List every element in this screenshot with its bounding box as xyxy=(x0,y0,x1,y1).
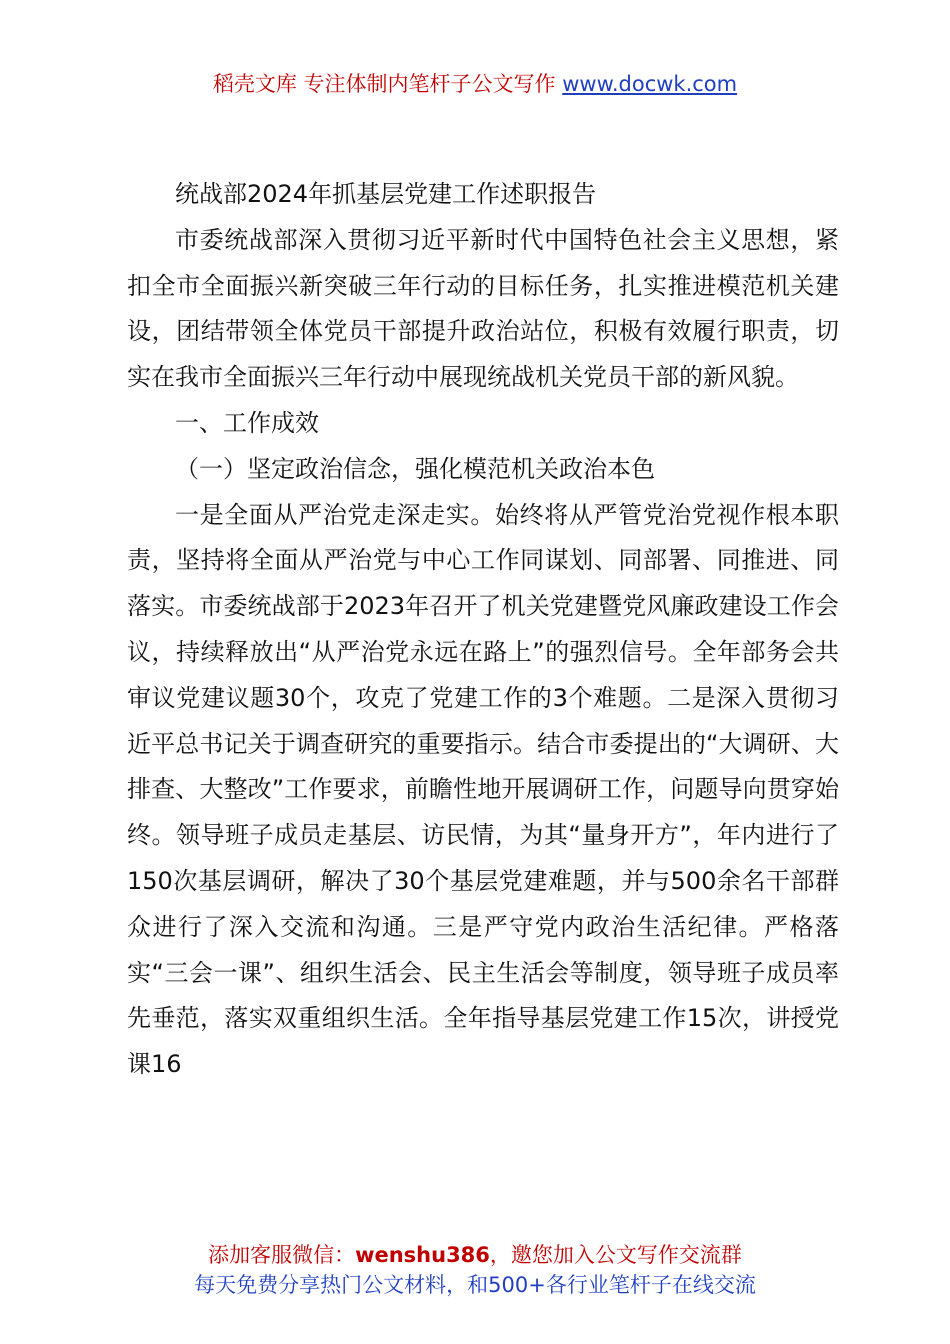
footer-promo-line: 每天免费分享热门公文材料，和500+各行业笔杆子在线交流 xyxy=(194,1273,756,1297)
document-title: 统战部2024年抓基层党建工作述职报告 xyxy=(175,180,597,208)
page-footer xyxy=(0,1240,950,1300)
footer-contact-suffix: ，邀您加入公文写作交流群 xyxy=(489,1243,742,1267)
document-body xyxy=(127,172,839,1088)
subsection-heading: （一）坚定政治信念，强化模范机关政治本色 xyxy=(175,454,655,483)
footer-contact-line xyxy=(0,1240,950,1270)
footer-wechat-id: wenshu386 xyxy=(355,1243,490,1267)
header-brand: 稻壳文库 专注体制内笔杆子公文写作 xyxy=(212,72,556,96)
page-header xyxy=(0,68,950,100)
section-heading: 一、工作成效 xyxy=(175,408,319,437)
paragraph-body: 一是全面从严治党走深走实。始终将从严管党治党视作根本职责，坚持将全面从严治党与中心工作同谋划、同部署、同推进、同落实。市委统战部于2023年召开了机关党建暨党风廉政建设工作会议，持续释放出“从严治党永远在路上”的强烈信号。全年部务会共审议党建议题30个，攻克了党建工作的3个难题。二是深入贯彻习近平总书记关于调查研究的重要指示。结合市委提出的“大调研、大排查、大整改”工作要求，前瞻性地开展调研工作，问题导向贯穿始终。领导班子成员走基层、访民情，为其“量身开方”，年内进行了150次基层调研，解决了30个基层党建难题，并与500余名干部群众进行了深入交流和沟通。三是严守党内政治生活纪律。严格落实“三会一课”、组织生活会、民主生活会等制度，领导班子成员率先垂范，落实双重组织生活。全年指导基层党建工作15次，讲授党课16 xyxy=(127,500,839,1079)
paragraph-intro: 市委统战部深入贯彻习近平新时代中国特色社会主义思想，紧扣全市全面振兴新突破三年行动的目标任务，扎实推进模范机关建设，团结带领全体党员干部提升政治站位，积极有效履行职责，切实在我市全面振兴三年行动中展现统战机关党员干部的新风貌。 xyxy=(127,225,839,392)
header-url-link[interactable]: www.docwk.com xyxy=(562,72,738,96)
footer-contact-prefix: 添加客服微信： xyxy=(208,1243,356,1267)
